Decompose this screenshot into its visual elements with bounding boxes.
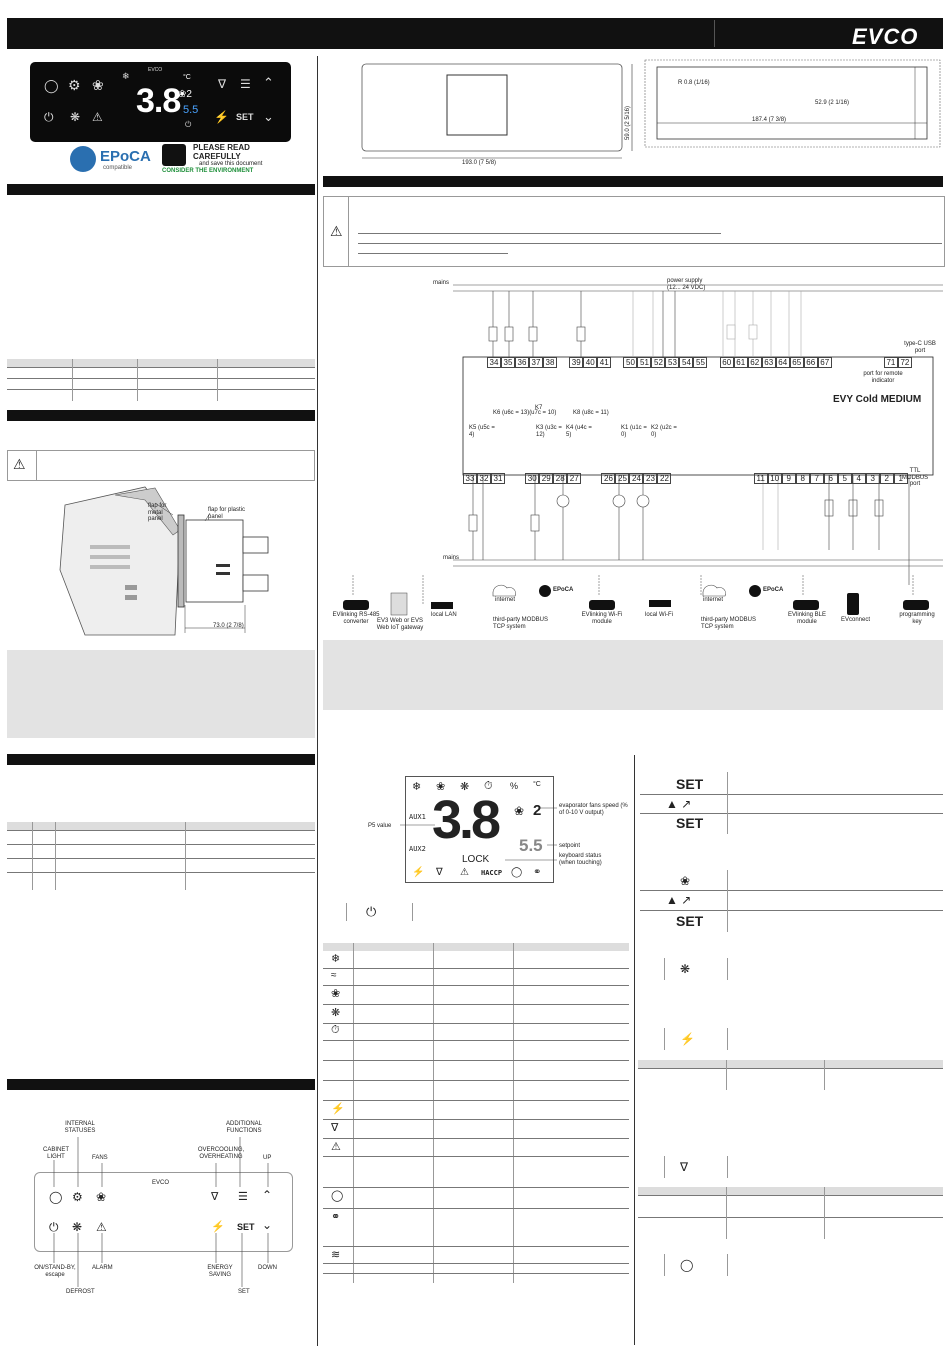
device-internet-2: internet [703,597,724,603]
section-bar-right-1 [323,176,943,187]
panel-fan-speed: ❀2 [178,89,192,100]
device-evconnect: EVconnect [841,617,871,623]
section-bar-3 [7,754,315,765]
note-box-right [323,640,943,710]
disp-lock: LOCK [462,854,490,865]
disp-percent: % [510,781,519,791]
disp-value: 3.8 [432,790,499,850]
device-wifi: EVlinking Wi-Fi module [581,612,623,625]
wiring-relay-k6: K6 (u6c = 13)(u7c = 10) [493,410,557,416]
terminal: 8 [796,473,810,484]
note-box-left [7,650,315,738]
icon-table [323,943,629,1283]
wiring-relay-k3: K3 (u3c = 12) [536,425,562,438]
key-fan-icon[interactable]: ❀ [96,1190,107,1204]
right-set-1[interactable]: SET [676,776,704,792]
epoca-label: EPoCA [100,148,151,165]
terminal: 40 [583,357,597,368]
terminal: 22 [657,473,671,484]
rc-rule [640,813,943,814]
dim-radius: R 0.8 (1/16) [678,80,710,86]
power-row-divider-2 [412,903,413,921]
wiring-relay-k1: K1 (u1c = 0) [621,425,647,438]
row-globe-icon: ⚭ [331,1211,341,1223]
right-table-1 [638,1060,943,1090]
terminal: 39 [569,357,583,368]
right-up-arrow-icon-2[interactable]: ▲ ↗ [666,893,692,907]
dim-cut-width: 187.4 (7 3/8) [752,117,787,123]
right-set-3[interactable]: SET [676,913,704,929]
terminal: 54 [679,357,693,368]
label-overcooling: OVERCOOLING, OVERHEATING [197,1147,245,1160]
terminal: 66 [804,357,818,368]
terminal: 52 [651,357,665,368]
row-clock-icon: ⏱ [331,1024,340,1036]
key-down-icon[interactable]: ⌄ [262,1218,273,1232]
label-p5-value: P5 value [368,823,392,829]
wiring-power-supply: power supply (12... 24 VDC) [667,278,706,291]
right-table-2 [638,1187,943,1239]
terminal: 30 [525,473,539,484]
row-energy-icon: ⚡ [331,1103,345,1115]
display-leader-lines [395,800,565,870]
terminal: 61 [734,357,748,368]
wiring-ttl: TTL MODBUS port [901,468,929,488]
terminal: 36 [515,357,529,368]
terminal: 50 [623,357,637,368]
rc-vline [664,1028,665,1050]
row-light-icon: ◯ [331,1190,344,1202]
label-fans-speed: evaporator fans speed (% of 0-10 V output) [559,803,628,816]
right-thermo-icon[interactable]: ∇ [680,1160,689,1174]
panel-gear-icon: ⚙ [68,77,81,93]
right-defrost-icon[interactable]: ❋ [680,962,691,976]
panel-up-icon[interactable]: ⌃ [263,75,274,90]
rc-rule [640,910,943,911]
row-heater-icon: ≈ [331,970,337,981]
row-fan-icon: ❀ [331,988,341,1000]
terminal: 10 [768,473,782,484]
right-set-2[interactable]: SET [676,815,704,831]
wiring-relay-k8: K8 (u8c = 11) [573,410,609,416]
panel-set-key[interactable]: SET [236,112,254,122]
panel-power-icon[interactable]: ⏻ [44,110,54,124]
epoca-sub: compatible [103,165,133,171]
device-gateway: EV3 Web or EVS Web IoT gateway [376,618,424,631]
panel-brand: EVCO [148,67,163,73]
terminal: 55 [693,357,707,368]
keypad-leader-lines [30,1115,300,1315]
terminal: 32 [477,473,491,484]
table-1 [7,359,315,401]
panel-energy-icon[interactable]: ⚡ [214,110,229,124]
column-divider [317,56,318,1346]
section-bar-4 [7,1079,315,1090]
disp-fan-speed: 2 [533,802,542,819]
disp-clock-icon: ⏱ [484,780,493,792]
wiring-mains-bottom: mains [443,555,460,561]
label-additional-functions: ADDITIONAL FUNCTIONS [225,1121,262,1134]
device-ble: EVlinking BLE module [787,612,827,625]
key-thermo-icon[interactable]: ∇ [211,1191,219,1203]
panel-setpoint: 5.5 [183,104,199,116]
terminal: 62 [748,357,762,368]
disp-setpoint: 5.5 [519,836,543,855]
terminal: 9 [782,473,796,484]
terminal: 35 [501,357,515,368]
terminal: 64 [776,357,790,368]
wiring-top-terminals [487,357,912,369]
device-epoca-2: EPoCA [763,587,784,593]
key-set[interactable]: SET [237,1222,255,1232]
terminal: 29 [539,473,553,484]
terminal: 5 [838,473,852,484]
disp-light-icon: ◯ [511,867,523,878]
power-row-divider-1 [346,903,347,921]
terminal: 72 [898,357,912,368]
key-up-icon[interactable]: ⌃ [262,1188,273,1202]
rc-vline [727,1028,728,1050]
panel-defrost-icon[interactable]: ❋ [70,110,81,124]
right-fan-icon[interactable]: ❀ [680,874,691,888]
terminal: 63 [762,357,776,368]
terminal: 11 [754,473,768,484]
label-energy-saving: ENERGY SAVING [207,1265,233,1278]
read-sub: and save this document [199,161,263,167]
warning-worker-icon-right: ⚠ [330,223,343,239]
flap-plastic-label: flap for plastic panel [208,507,246,520]
terminal: 33 [463,473,477,484]
rc-vline [727,870,728,932]
row-drip-icon: ≋ [331,1249,341,1261]
wiring-model: EVY Cold MEDIUM [833,394,922,405]
label-fans: FANS [92,1155,108,1161]
label-cabinet-light: CABINET LIGHT [42,1147,69,1160]
terminal: 67 [818,357,832,368]
disp-unit: °C [533,781,541,788]
terminal: 34 [487,357,501,368]
terminal: 7 [810,473,824,484]
wiring-relay-k2: K2 (u2c = 0) [651,425,677,438]
wiring-relay-k5: K5 (u5c = 4) [469,425,495,438]
terminal: 37 [529,357,543,368]
key-power-icon[interactable]: ⏻ [49,1220,59,1234]
device-rs485: EVlinking RS-485 converter [332,612,380,625]
disp-aux1: AUX1 [409,813,426,821]
power-key-icon[interactable]: ⏻ [366,904,377,919]
terminal: 2 [880,473,894,484]
disp-haccp: HACCP [481,869,503,877]
key-alarm-icon[interactable]: ⚠ [96,1220,107,1234]
key-gear-icon[interactable]: ⚙ [72,1190,83,1204]
label-on-standby: ON/STAND-BY, escape [34,1265,76,1278]
terminal: 41 [597,357,611,368]
keypad-brand: EVCO [152,1180,170,1186]
warning-box-right [323,196,945,267]
panel-value: 3.8 [136,82,181,120]
dim-width: 193.0 (7 5/8) [462,160,497,166]
brand-logo: EVCO [852,24,919,49]
section-bar-1 [7,184,315,195]
warning-box-left [7,450,315,481]
environment-label: CONSIDER THE ENVIRONMENT [162,168,254,174]
front-panel [30,62,291,142]
section-bar-2 [7,410,315,421]
disp-aux2: AUX2 [409,845,426,853]
device-lan: local LAN [431,612,457,618]
terminal: 3 [866,473,880,484]
rc-rule [640,890,943,891]
label-setpoint: setpoint [559,843,581,849]
device-epoca-1: EPoCA [553,587,574,593]
row-thermo-icon: ∇ [331,1122,339,1134]
panel-thermo-icon: ∇ [218,77,227,91]
device-internet-1: internet [495,597,516,603]
dim-height: 59.0 (2 5/16) [625,105,631,140]
disp-fan-icon: ❀ [436,781,446,793]
header-bar [7,18,943,49]
right-subcolumn-divider [634,755,635,1345]
terminal: 6 [824,473,838,484]
right-up-arrow-icon[interactable]: ▲ ↗ [666,797,692,811]
label-keyboard-status: keyboard status (when touching) [559,853,602,866]
terminal: 28 [553,473,567,484]
rc-vline [727,958,728,980]
right-light-icon[interactable]: ◯ [680,1258,694,1272]
rc-vline [664,1254,665,1276]
panel-menu-icon: ☰ [240,77,251,91]
row-defrost-icon: ❋ [331,1007,341,1019]
terminal: 1 [894,473,908,484]
rc-vline [664,1156,665,1178]
key-energy-icon[interactable]: ⚡ [211,1221,225,1233]
panel-lightbulb-icon: ◯ [44,78,59,93]
disp-globe-icon: ⚭ [533,867,542,878]
disp-snowflake-icon: ❄ [412,781,422,793]
row-snowflake-icon: ❄ [331,953,341,965]
terminal: 23 [643,473,657,484]
terminal: 38 [543,357,557,368]
terminal: 4 [852,473,866,484]
device-programming-key: programming key [899,612,935,625]
table-2 [7,822,315,890]
rc-vline [727,1254,728,1276]
panel-fan-icon: ❀ [92,77,104,93]
terminal: 24 [629,473,643,484]
terminal: 60 [720,357,734,368]
rc-vline [727,1156,728,1178]
terminal: 51 [637,357,651,368]
panel-unit: °C [183,74,191,81]
device-modbus-2: third-party MODBUS TCP system [701,617,757,630]
terminal: 53 [665,357,679,368]
disp-alarm-icon: ⚠ [460,867,469,878]
disp-thermo-icon: ∇ [436,867,443,878]
terminal: 65 [790,357,804,368]
label-down: DOWN [258,1265,277,1271]
label-internal-statuses: INTERNAL STATUSES [64,1121,96,1134]
terminal: 25 [615,473,629,484]
dim-cut-height: 52.9 (2 1/16) [815,100,850,106]
label-set: SET [238,1289,250,1295]
wiring-relay-k4: K4 (u4c = 5) [566,425,592,438]
wiring-bottom-terminals [463,473,908,485]
rc-vline [727,772,728,834]
terminal: 26 [601,473,615,484]
warning-worker-icon: ⚠ [13,456,26,472]
read-title-2: CAREFULLY [193,152,241,161]
read-document-icon [162,144,186,166]
right-energy-icon[interactable]: ⚡ [680,1032,695,1046]
panel-alarm-icon[interactable]: ⚠ [92,110,103,124]
key-defrost-icon[interactable]: ❋ [72,1220,83,1234]
device-local-wifi: local Wi-Fi [645,612,673,618]
wiring-remote: port for remote indicator [863,371,903,384]
panel-snowflake-icon: ❄ [122,71,130,81]
label-defrost: DEFROST [66,1289,95,1295]
device-modbus-1: third-party MODBUS TCP system [493,617,549,630]
label-alarm: ALARM [92,1265,113,1271]
read-title-1: PLEASE READ [193,143,250,152]
disp-defrost-icon: ❋ [460,781,470,793]
wiring-relay-k7: K7 [535,405,543,411]
wiring-diagram [323,275,943,635]
disp-fan-speed-icon: ❀ [514,804,525,818]
terminal: 71 [884,357,898,368]
flap-metal-label: flap for metal panel [148,503,167,523]
depth-dimension: 73.0 (2 7/8) [213,623,244,629]
wiring-usb: type-C USB port [904,341,936,354]
panel-down-icon[interactable]: ⌄ [263,109,274,124]
rc-vline [664,958,665,980]
header-divider [714,20,715,47]
key-light-icon[interactable]: ◯ [49,1190,63,1204]
panel-power-small-icon: ⏻ [185,120,192,129]
disp-energy-icon: ⚡ [412,867,425,878]
epoca-logo-icon [70,146,96,172]
dimension-drawing [325,55,945,170]
row-alarm-icon: ⚠ [331,1141,341,1153]
terminal: 27 [567,473,581,484]
terminal: 31 [491,473,505,484]
rc-rule [640,794,943,795]
key-menu-icon[interactable]: ☰ [238,1191,248,1203]
wiring-mains-top: mains [433,280,450,286]
label-up: UP [263,1155,272,1161]
panel-fan-speed-value: 2 [186,89,192,100]
